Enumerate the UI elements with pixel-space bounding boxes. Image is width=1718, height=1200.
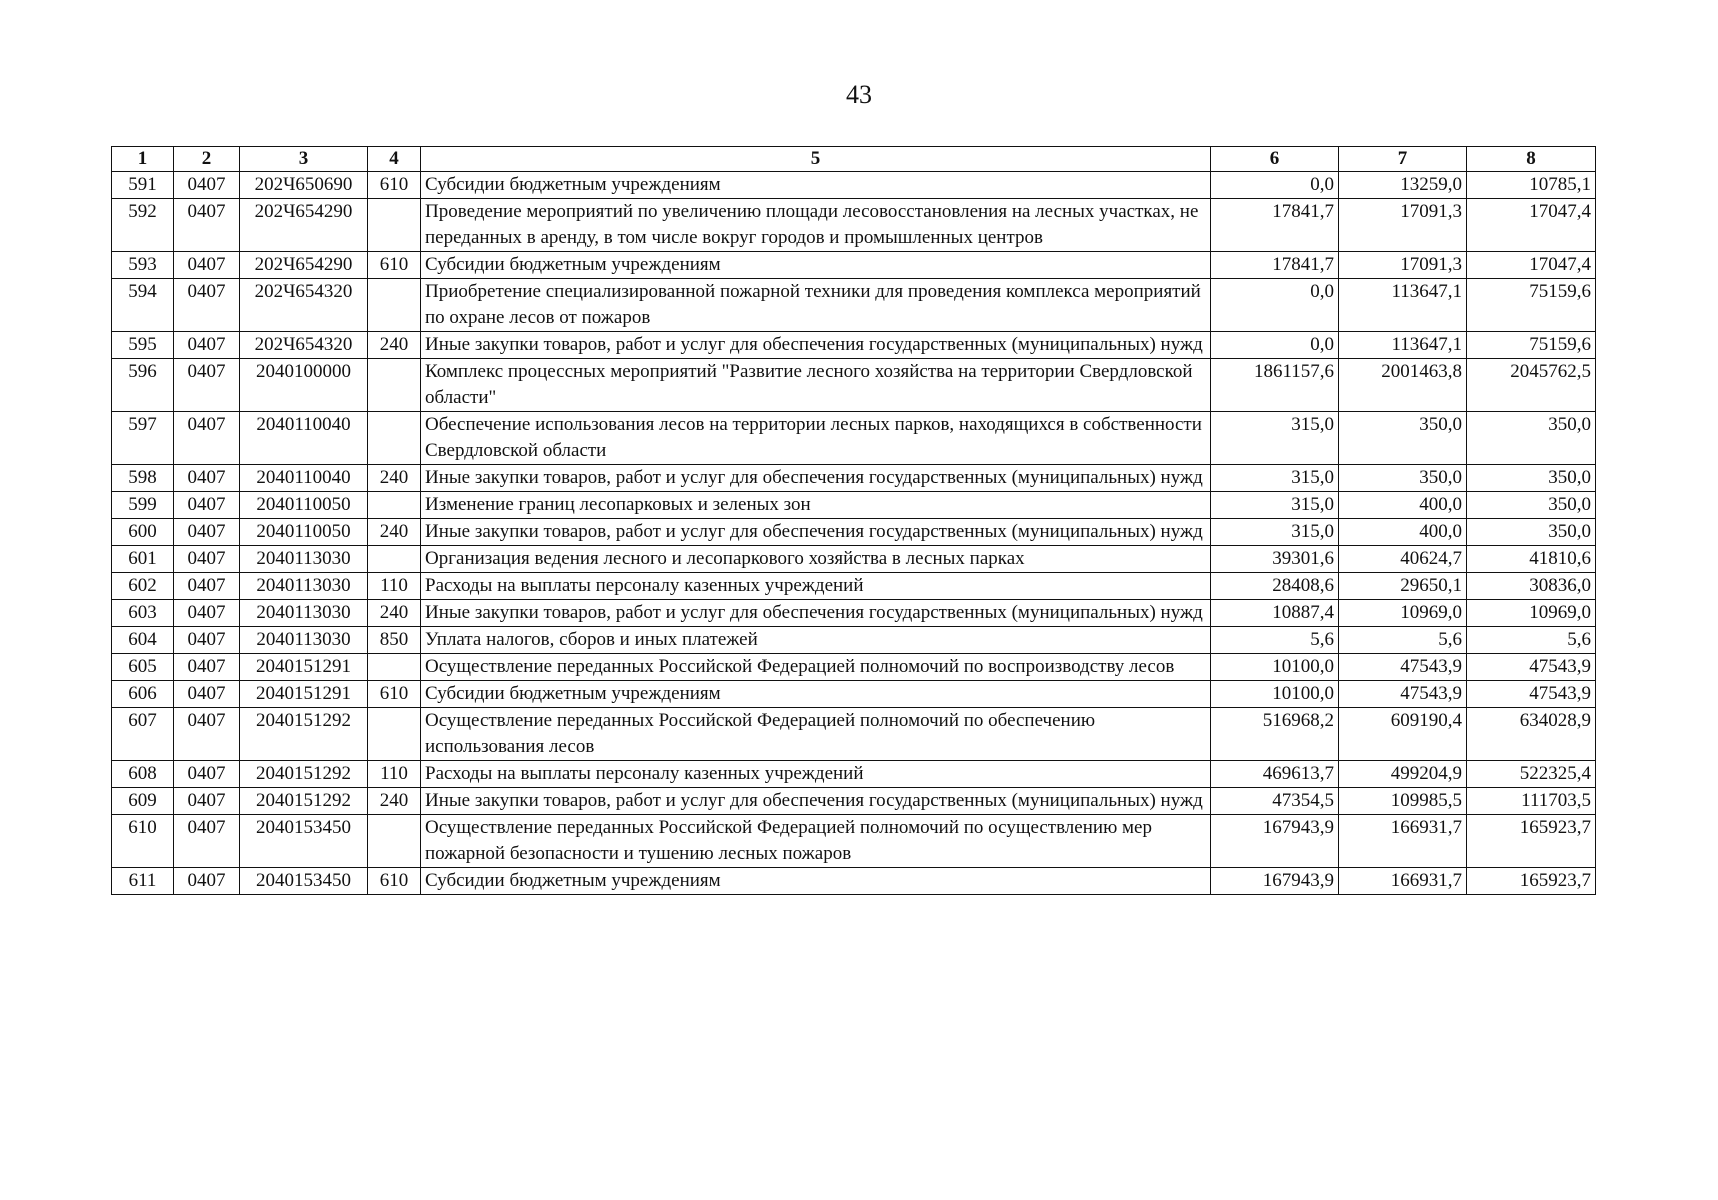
row-number-cell: 601 — [112, 546, 174, 573]
target-code-cell: 2040153450 — [240, 868, 368, 895]
expense-type-cell: 110 — [368, 761, 421, 788]
amount-col6-cell: 39301,6 — [1211, 546, 1339, 573]
amount-col6-cell: 315,0 — [1211, 465, 1339, 492]
amount-col6-cell: 167943,9 — [1211, 868, 1339, 895]
description-cell: Иные закупки товаров, работ и услуг для обеспечения государственных (муниципальных) нужд — [421, 600, 1211, 627]
target-code-cell: 2040113030 — [240, 546, 368, 573]
amount-col8-cell: 47543,9 — [1467, 654, 1596, 681]
target-code-cell: 2040100000 — [240, 359, 368, 412]
table-row — [112, 573, 1596, 600]
target-code-cell: 202Ч650690 — [240, 172, 368, 199]
section-code-cell: 0407 — [174, 681, 240, 708]
section-code-cell: 0407 — [174, 654, 240, 681]
target-code-cell: 2040151292 — [240, 788, 368, 815]
column-header-8: 8 — [1467, 147, 1596, 172]
amount-col8-cell: 75159,6 — [1467, 279, 1596, 332]
target-code-cell: 2040113030 — [240, 573, 368, 600]
section-code-cell: 0407 — [174, 573, 240, 600]
table-row — [112, 868, 1596, 895]
description-cell: Иные закупки товаров, работ и услуг для обеспечения государственных (муниципальных) нужд — [421, 332, 1211, 359]
amount-col7-cell: 113647,1 — [1339, 332, 1467, 359]
expense-type-cell — [368, 492, 421, 519]
table-row — [112, 172, 1596, 199]
section-code-cell: 0407 — [174, 492, 240, 519]
budget-table — [111, 146, 1596, 895]
amount-col6-cell: 10100,0 — [1211, 654, 1339, 681]
row-number-cell: 592 — [112, 199, 174, 252]
section-code-cell: 0407 — [174, 199, 240, 252]
description-cell: Субсидии бюджетным учреждениям — [421, 868, 1211, 895]
row-number-cell: 607 — [112, 708, 174, 761]
amount-col8-cell: 5,6 — [1467, 627, 1596, 654]
amount-col6-cell: 516968,2 — [1211, 708, 1339, 761]
amount-col7-cell: 400,0 — [1339, 519, 1467, 546]
expense-type-cell — [368, 708, 421, 761]
section-code-cell: 0407 — [174, 465, 240, 492]
amount-col8-cell: 350,0 — [1467, 465, 1596, 492]
table-row — [112, 332, 1596, 359]
section-code-cell: 0407 — [174, 761, 240, 788]
amount-col7-cell: 350,0 — [1339, 412, 1467, 465]
expense-type-cell: 610 — [368, 172, 421, 199]
amount-col7-cell: 350,0 — [1339, 465, 1467, 492]
amount-col8-cell: 17047,4 — [1467, 252, 1596, 279]
row-number-cell: 594 — [112, 279, 174, 332]
amount-col6-cell: 315,0 — [1211, 519, 1339, 546]
expense-type-cell: 110 — [368, 573, 421, 600]
amount-col8-cell: 30836,0 — [1467, 573, 1596, 600]
amount-col7-cell: 40624,7 — [1339, 546, 1467, 573]
column-header-5: 5 — [421, 147, 1211, 172]
amount-col8-cell: 10969,0 — [1467, 600, 1596, 627]
amount-col6-cell: 0,0 — [1211, 172, 1339, 199]
description-cell: Комплекс процессных мероприятий "Развитие лесного хозяйства на территории Свердловской области" — [421, 359, 1211, 412]
amount-col6-cell: 17841,7 — [1211, 252, 1339, 279]
amount-col7-cell: 113647,1 — [1339, 279, 1467, 332]
expense-type-cell — [368, 412, 421, 465]
section-code-cell: 0407 — [174, 546, 240, 573]
expense-type-cell — [368, 546, 421, 573]
description-cell: Уплата налогов, сборов и иных платежей — [421, 627, 1211, 654]
amount-col8-cell: 111703,5 — [1467, 788, 1596, 815]
description-cell: Обеспечение использования лесов на территории лесных парков, находящихся в собственности Свердловской области — [421, 412, 1211, 465]
amount-col8-cell: 634028,9 — [1467, 708, 1596, 761]
section-code-cell: 0407 — [174, 708, 240, 761]
description-cell: Осуществление переданных Российской Федерацией полномочий по осуществлению мер пожарной безопасности и тушению лесных пожаров — [421, 815, 1211, 868]
row-number-cell: 610 — [112, 815, 174, 868]
table-row — [112, 600, 1596, 627]
expense-type-cell: 610 — [368, 681, 421, 708]
target-code-cell: 2040110040 — [240, 465, 368, 492]
table-row — [112, 788, 1596, 815]
section-code-cell: 0407 — [174, 412, 240, 465]
amount-col8-cell: 2045762,5 — [1467, 359, 1596, 412]
description-cell: Проведение мероприятий по увеличению площади лесовосстановления на лесных участках, не переданных в аренду, в том числе вокруг городов и промышленных центров — [421, 199, 1211, 252]
section-code-cell: 0407 — [174, 788, 240, 815]
description-cell: Расходы на выплаты персоналу казенных учреждений — [421, 761, 1211, 788]
table-body — [112, 172, 1596, 895]
column-header-1: 1 — [112, 147, 174, 172]
table-header-row — [112, 147, 1596, 172]
target-code-cell: 2040110040 — [240, 412, 368, 465]
amount-col8-cell: 17047,4 — [1467, 199, 1596, 252]
amount-col7-cell: 109985,5 — [1339, 788, 1467, 815]
description-cell: Приобретение специализированной пожарной техники для проведения комплекса мероприятий по охране лесов от пожаров — [421, 279, 1211, 332]
expense-type-cell — [368, 815, 421, 868]
section-code-cell: 0407 — [174, 815, 240, 868]
row-number-cell: 598 — [112, 465, 174, 492]
description-cell: Иные закупки товаров, работ и услуг для обеспечения государственных (муниципальных) нужд — [421, 519, 1211, 546]
section-code-cell: 0407 — [174, 600, 240, 627]
amount-col8-cell: 350,0 — [1467, 412, 1596, 465]
table-row — [112, 412, 1596, 465]
description-cell: Изменение границ лесопарковых и зеленых зон — [421, 492, 1211, 519]
row-number-cell: 596 — [112, 359, 174, 412]
amount-col7-cell: 13259,0 — [1339, 172, 1467, 199]
expense-type-cell: 240 — [368, 600, 421, 627]
description-cell: Субсидии бюджетным учреждениям — [421, 172, 1211, 199]
expense-type-cell — [368, 654, 421, 681]
description-cell: Иные закупки товаров, работ и услуг для обеспечения государственных (муниципальных) нужд — [421, 465, 1211, 492]
amount-col7-cell: 29650,1 — [1339, 573, 1467, 600]
amount-col7-cell: 166931,7 — [1339, 868, 1467, 895]
row-number-cell: 599 — [112, 492, 174, 519]
amount-col6-cell: 10887,4 — [1211, 600, 1339, 627]
expense-type-cell: 240 — [368, 519, 421, 546]
amount-col6-cell: 5,6 — [1211, 627, 1339, 654]
amount-col6-cell: 10100,0 — [1211, 681, 1339, 708]
amount-col8-cell: 522325,4 — [1467, 761, 1596, 788]
table-row — [112, 519, 1596, 546]
section-code-cell: 0407 — [174, 279, 240, 332]
section-code-cell: 0407 — [174, 172, 240, 199]
expense-type-cell — [368, 279, 421, 332]
row-number-cell: 608 — [112, 761, 174, 788]
table-row — [112, 681, 1596, 708]
column-header-3: 3 — [240, 147, 368, 172]
row-number-cell: 591 — [112, 172, 174, 199]
column-header-6: 6 — [1211, 147, 1339, 172]
section-code-cell: 0407 — [174, 359, 240, 412]
amount-col7-cell: 499204,9 — [1339, 761, 1467, 788]
target-code-cell: 2040110050 — [240, 519, 368, 546]
amount-col7-cell: 47543,9 — [1339, 681, 1467, 708]
amount-col7-cell: 17091,3 — [1339, 199, 1467, 252]
target-code-cell: 2040151292 — [240, 761, 368, 788]
section-code-cell: 0407 — [174, 332, 240, 359]
amount-col7-cell: 166931,7 — [1339, 815, 1467, 868]
description-cell: Осуществление переданных Российской Федерацией полномочий по обеспечению использования лесов — [421, 708, 1211, 761]
amount-col8-cell: 350,0 — [1467, 492, 1596, 519]
amount-col7-cell: 47543,9 — [1339, 654, 1467, 681]
row-number-cell: 609 — [112, 788, 174, 815]
description-cell: Субсидии бюджетным учреждениям — [421, 252, 1211, 279]
amount-col7-cell: 609190,4 — [1339, 708, 1467, 761]
expense-type-cell: 610 — [368, 252, 421, 279]
table-row — [112, 465, 1596, 492]
row-number-cell: 600 — [112, 519, 174, 546]
expense-type-cell: 610 — [368, 868, 421, 895]
amount-col7-cell: 400,0 — [1339, 492, 1467, 519]
table-row — [112, 627, 1596, 654]
amount-col8-cell: 47543,9 — [1467, 681, 1596, 708]
amount-col6-cell: 17841,7 — [1211, 199, 1339, 252]
amount-col6-cell: 47354,5 — [1211, 788, 1339, 815]
description-cell: Организация ведения лесного и лесопаркового хозяйства в лесных парках — [421, 546, 1211, 573]
section-code-cell: 0407 — [174, 252, 240, 279]
row-number-cell: 602 — [112, 573, 174, 600]
target-code-cell: 202Ч654290 — [240, 252, 368, 279]
row-number-cell: 604 — [112, 627, 174, 654]
description-cell: Осуществление переданных Российской Федерацией полномочий по воспроизводству лесов — [421, 654, 1211, 681]
column-header-4: 4 — [368, 147, 421, 172]
amount-col8-cell: 165923,7 — [1467, 815, 1596, 868]
expense-type-cell: 240 — [368, 465, 421, 492]
section-code-cell: 0407 — [174, 627, 240, 654]
page-number: 43 — [846, 80, 872, 109]
expense-type-cell: 240 — [368, 788, 421, 815]
target-code-cell: 2040151292 — [240, 708, 368, 761]
amount-col8-cell: 75159,6 — [1467, 332, 1596, 359]
expense-type-cell — [368, 199, 421, 252]
expense-type-cell — [368, 359, 421, 412]
row-number-cell: 595 — [112, 332, 174, 359]
column-header-2: 2 — [174, 147, 240, 172]
amount-col6-cell: 315,0 — [1211, 412, 1339, 465]
amount-col7-cell: 5,6 — [1339, 627, 1467, 654]
amount-col8-cell: 41810,6 — [1467, 546, 1596, 573]
target-code-cell: 202Ч654320 — [240, 332, 368, 359]
target-code-cell: 2040113030 — [240, 627, 368, 654]
section-code-cell: 0407 — [174, 868, 240, 895]
table-row — [112, 492, 1596, 519]
target-code-cell: 2040113030 — [240, 600, 368, 627]
description-cell: Расходы на выплаты персоналу казенных учреждений — [421, 573, 1211, 600]
amount-col6-cell: 0,0 — [1211, 332, 1339, 359]
description-cell: Субсидии бюджетным учреждениям — [421, 681, 1211, 708]
column-header-7: 7 — [1339, 147, 1467, 172]
row-number-cell: 605 — [112, 654, 174, 681]
row-number-cell: 597 — [112, 412, 174, 465]
target-code-cell: 2040151291 — [240, 681, 368, 708]
table-row — [112, 815, 1596, 868]
table-row — [112, 708, 1596, 761]
row-number-cell: 611 — [112, 868, 174, 895]
target-code-cell: 202Ч654290 — [240, 199, 368, 252]
row-number-cell: 606 — [112, 681, 174, 708]
amount-col8-cell: 165923,7 — [1467, 868, 1596, 895]
amount-col6-cell: 315,0 — [1211, 492, 1339, 519]
row-number-cell: 603 — [112, 600, 174, 627]
table-row — [112, 252, 1596, 279]
target-code-cell: 2040151291 — [240, 654, 368, 681]
amount-col6-cell: 1861157,6 — [1211, 359, 1339, 412]
expense-type-cell: 240 — [368, 332, 421, 359]
table-row — [112, 546, 1596, 573]
target-code-cell: 2040110050 — [240, 492, 368, 519]
amount-col6-cell: 469613,7 — [1211, 761, 1339, 788]
amount-col7-cell: 17091,3 — [1339, 252, 1467, 279]
expense-type-cell: 850 — [368, 627, 421, 654]
table-row — [112, 654, 1596, 681]
amount-col6-cell: 28408,6 — [1211, 573, 1339, 600]
description-cell: Иные закупки товаров, работ и услуг для обеспечения государственных (муниципальных) нужд — [421, 788, 1211, 815]
section-code-cell: 0407 — [174, 519, 240, 546]
row-number-cell: 593 — [112, 252, 174, 279]
target-code-cell: 202Ч654320 — [240, 279, 368, 332]
target-code-cell: 2040153450 — [240, 815, 368, 868]
amount-col7-cell: 2001463,8 — [1339, 359, 1467, 412]
table-row — [112, 359, 1596, 412]
table-row — [112, 199, 1596, 252]
amount-col7-cell: 10969,0 — [1339, 600, 1467, 627]
amount-col6-cell: 0,0 — [1211, 279, 1339, 332]
amount-col8-cell: 350,0 — [1467, 519, 1596, 546]
table-row — [112, 279, 1596, 332]
amount-col8-cell: 10785,1 — [1467, 172, 1596, 199]
amount-col6-cell: 167943,9 — [1211, 815, 1339, 868]
table-row — [112, 761, 1596, 788]
